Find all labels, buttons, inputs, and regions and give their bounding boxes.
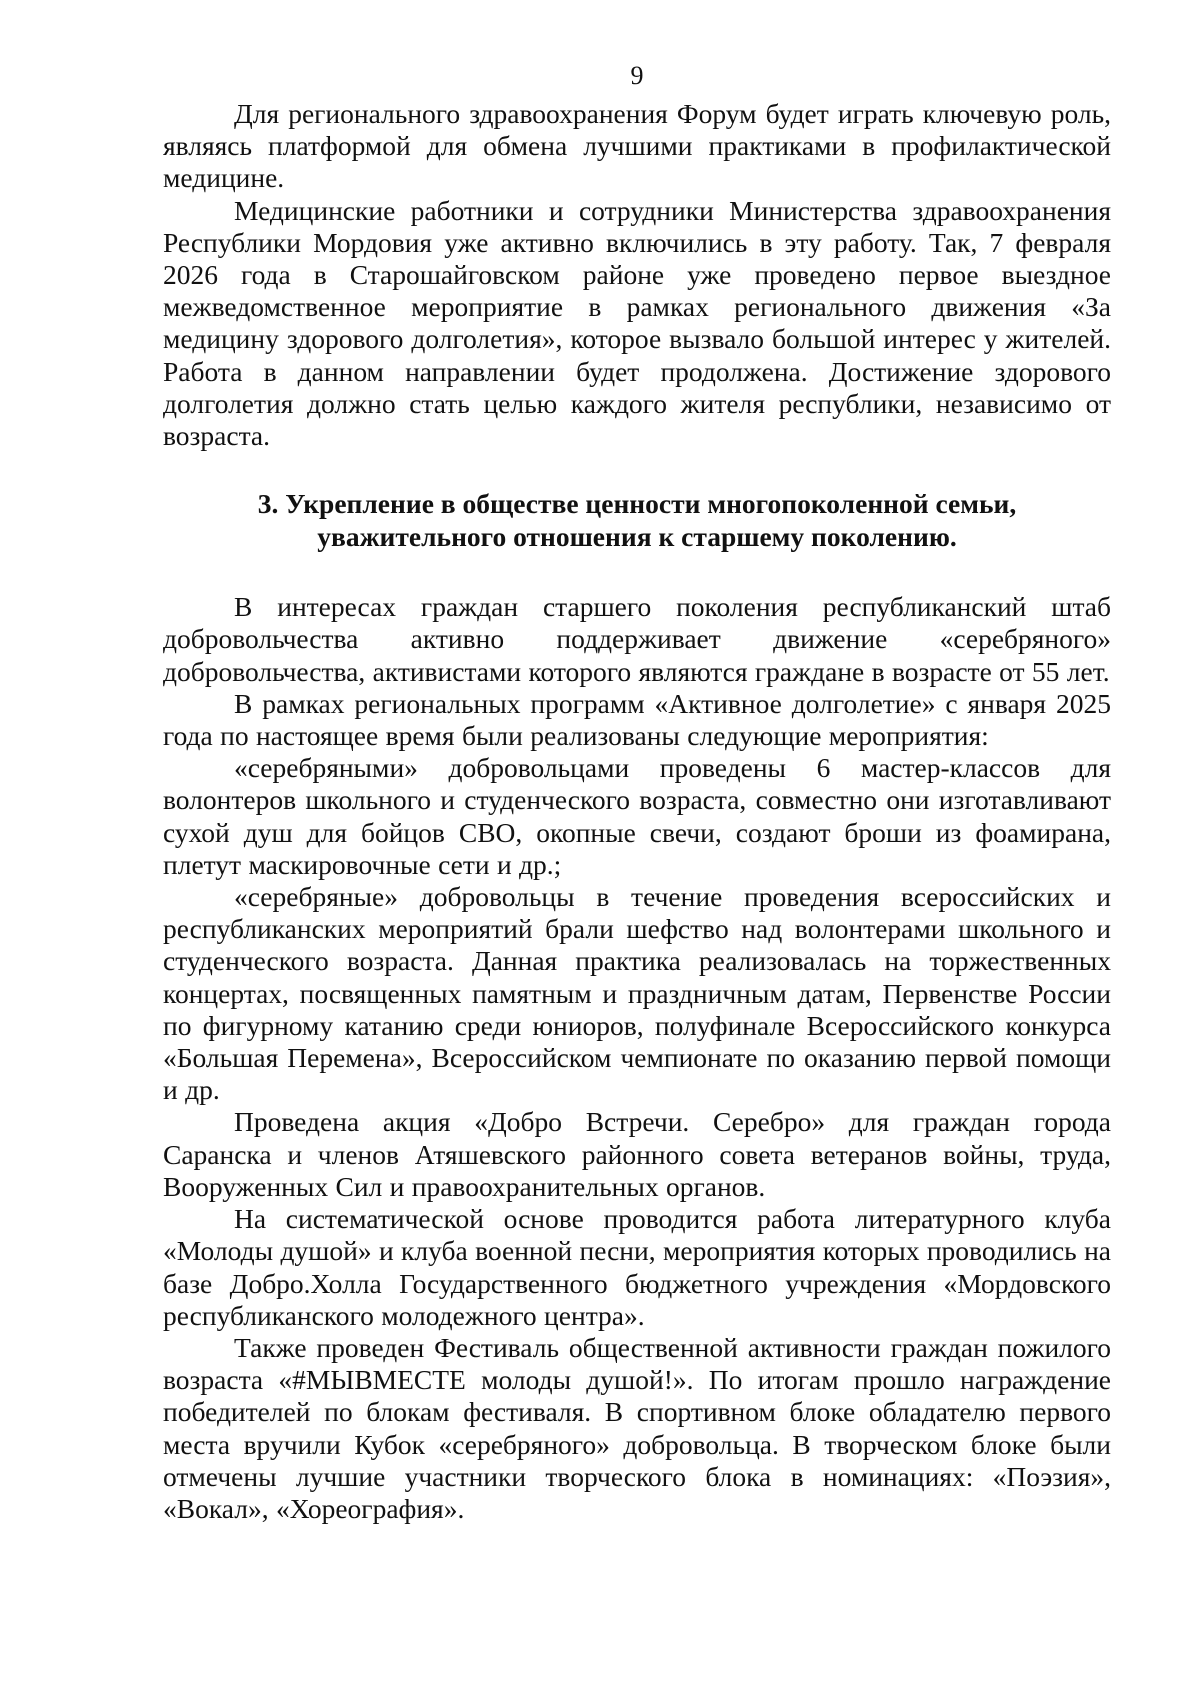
page-number: 9	[630, 61, 644, 90]
paragraph-forum-role: Для регионального здравоохранения Форум будет играть ключевую роль, являясь платформой для обмена лучшими практиками в профилактической медицине.	[163, 98, 1111, 194]
section-heading-line-1: 3. Укрепление в обществе ценности многопоколенной семьи,	[257, 488, 1017, 520]
paragraph-silver-volunteering: В интересах граждан старшего поколения республиканский штаб добровольчества активно поддерживает движение «серебряного» добровольчества, активистами которого являются граждане в возрасте от 55 лет.	[163, 591, 1111, 687]
paragraph-medical-workers: Медицинские работники и сотрудники Министерства здравоохранения Республики Мордовия уже активно включились в эту работу. Так, 7 февраля 2026 года в Старошайговском районе уже проведено первое выездное межведомственное мероприятие в рамках регионального движения «За медицину здорового долголетия», которое вызвало большой интерес у жителей. Работа в данном направлении будет продолжена. Достижение здорового долголетия должно стать целью каждого жителя республики, независимо от возраста.	[163, 194, 1111, 452]
paragraph-patronage: «серебряные» добровольцы в течение проведения всероссийских и республиканских мероприятий брали шефство над волонтерами школьного и студенческого возраста. Данная практика реализовалась на торжественных концертах, посвященных памятным и праздничным датам, Первенстве России по фигурному катанию среди юниоров, полуфинале Всероссийского конкурса «Большая Перемена», Всероссийском чемпионате по оказанию первой помощи и др.	[163, 881, 1111, 1106]
section-heading	[163, 487, 1111, 553]
section-heading-line-2: уважительного отношения к старшему поколению.	[317, 521, 957, 553]
paragraph-active-longevity: В рамках региональных программ «Активное долголетие» с января 2025 года по настоящее время были реализованы следующие мероприятия:	[163, 687, 1111, 752]
paragraph-master-classes: «серебряными» добровольцами проведены 6 мастер-классов для волонтеров школьного и студенческого возраста, совместно они изготавливают сухой душ для бойцов СВО, окопные свечи, создают броши из фоамирана, плетут маскировочные сети и др.;	[163, 752, 1111, 880]
paragraph-dobro-vstrechi: Проведена акция «Добро Встречи. Серебро» для граждан города Саранска и членов Атяшевского районного совета ветеранов войны, труда, Вооруженных Сил и правоохранительных органов.	[163, 1106, 1111, 1202]
paragraph-literary-club: На систематической основе проводится работа литературного клуба «Молоды душой» и клуба военной песни, мероприятия которых проводились на базе Добро.Холла Государственного бюджетного учреждения «Мордовского республиканского молодежного центра».	[163, 1203, 1111, 1331]
document-page	[163, 60, 1111, 1525]
paragraph-festival: Также проведен Фестиваль общественной активности граждан пожилого возраста «#МЫВМЕСТЕ молоды душой!». По итогам прошло награждение победителей по блокам фестиваля. В спортивном блоке обладателю первого места вручили Кубок «серебряного» добровольца. В творческом блоке были отмечены лучшие участники творческого блока в номинациях: «Поэзия», «Вокал», «Хореография».	[163, 1331, 1111, 1524]
